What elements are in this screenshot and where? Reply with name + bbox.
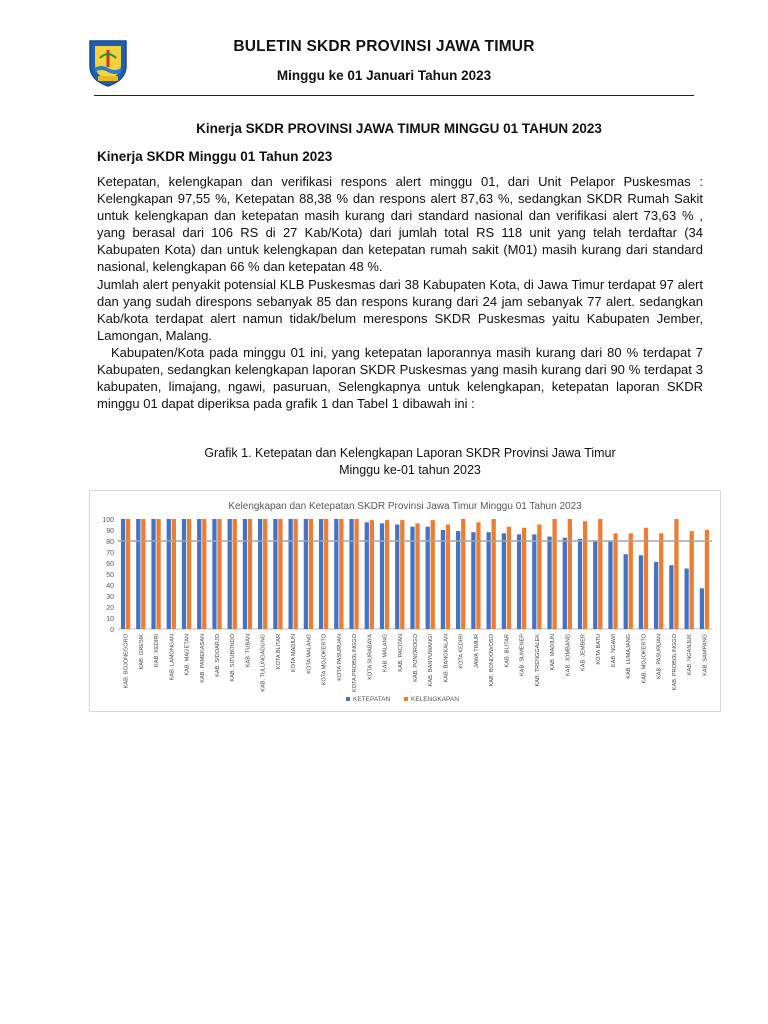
bar-ketepatan (243, 519, 247, 629)
kelengkapan-ketepatan-chart (90, 491, 720, 711)
bar-kelengkapan (644, 528, 648, 629)
bar-ketepatan (182, 519, 186, 629)
bar-kelengkapan (156, 519, 160, 629)
bar-ketepatan (426, 527, 430, 629)
bar-ketepatan (441, 530, 445, 629)
bar-ketepatan (532, 534, 536, 629)
bar-ketepatan (410, 527, 414, 629)
x-category-label: JAWA TIMUR (473, 634, 480, 668)
bar-kelengkapan (507, 527, 511, 629)
bar-kelengkapan (248, 519, 252, 629)
bar-ketepatan (395, 525, 399, 630)
bar-kelengkapan (705, 530, 709, 629)
bulletin-subtitle: Minggu ke 01 Januari Tahun 2023 (276, 68, 492, 83)
bar-kelengkapan (476, 522, 480, 629)
bar-kelengkapan (217, 519, 221, 629)
bar-kelengkapan (278, 519, 282, 629)
y-tick-label: 60 (106, 561, 114, 568)
bar-ketepatan (380, 523, 384, 629)
bar-ketepatan (624, 554, 628, 629)
x-category-label: KAB. PAMEKASAN (199, 634, 206, 683)
bar-ketepatan (654, 562, 658, 629)
legend-swatch (346, 697, 350, 701)
bar-kelengkapan (598, 519, 602, 629)
bar-kelengkapan (294, 519, 298, 629)
caption-line: Grafik 1. Ketepatan dan Kelengkapan Laporan SKDR Provinsi Jawa Timur (204, 446, 616, 460)
bar-ketepatan (349, 519, 353, 629)
bar-ketepatan (593, 541, 597, 629)
x-category-label: KAB. TRENGGALEK (534, 634, 541, 687)
bar-ketepatan (212, 519, 216, 629)
bar-kelengkapan (339, 519, 343, 629)
x-category-label: KAB. BANYUWANGI (428, 634, 435, 687)
bar-kelengkapan (583, 521, 587, 629)
x-category-label: KAB. BONDOWOSO (489, 634, 496, 687)
x-category-label: KOTA PROBOLINGGO (352, 634, 359, 693)
paragraph: Kabupaten/Kota pada minggu 01 ini, yang ketepatan laporannya masih kurang dari 80 % terdapat 7 Kabupaten, sedangkan kelengkapan laporan SKDR Puskesmas yang masih kurang dari 90 % terdapat 3 kabupaten, limajang, ngawi, pasuruan, Selengkapnya untuk kelengkapan, ketepatan laporan SKDR minggu 01 dapat diperiksa pada grafik 1 dan Tabel 1 dibawah ini : (97, 344, 703, 412)
x-category-label: KAB. PONOROGO (413, 634, 419, 682)
bar-ketepatan (669, 565, 673, 629)
chart-container (89, 490, 721, 712)
bar-kelengkapan (568, 519, 572, 629)
y-tick-label: 100 (102, 517, 114, 524)
bar-kelengkapan (659, 533, 663, 629)
x-category-label: KAB. BOJONEGORO (123, 634, 130, 689)
bar-ketepatan (197, 519, 201, 629)
bar-kelengkapan (263, 519, 267, 629)
bar-kelengkapan (354, 519, 358, 629)
bar-kelengkapan (674, 519, 678, 629)
bar-kelengkapan (613, 533, 617, 629)
x-category-label: KAB. NGANJUK (687, 634, 694, 676)
bar-kelengkapan (446, 525, 450, 630)
x-category-label: KOTA SURABAYA (367, 634, 374, 680)
bar-ketepatan (228, 519, 232, 629)
x-category-label: KAB. TUBAN (245, 634, 252, 668)
bar-kelengkapan (324, 519, 328, 629)
bar-ketepatan (334, 519, 338, 629)
x-category-label: KAB. MALANG (382, 634, 389, 672)
x-category-label: KAB. SAMPANG (702, 634, 709, 676)
bar-ketepatan (563, 538, 567, 629)
bulletin-title: BULETIN SKDR PROVINSI JAWA TIMUR (233, 38, 535, 55)
x-category-label: KAB. MADIUN (550, 634, 557, 671)
figure-caption (120, 445, 700, 479)
x-category-label: KAB. JEMBER (580, 634, 587, 671)
x-category-label: KOTA PASURUAN (336, 634, 343, 681)
bar-ketepatan (258, 519, 262, 629)
x-category-label: KOTA MADIUN (291, 634, 298, 673)
x-category-label: KOTA MALANG (306, 634, 313, 674)
x-category-label: KAB. GRESIK (138, 634, 145, 670)
x-category-label: KAB. SITUBONDO (230, 634, 237, 682)
bar-kelengkapan (172, 519, 176, 629)
bar-ketepatan (304, 519, 308, 629)
bar-kelengkapan (202, 519, 206, 629)
bar-ketepatan (273, 519, 277, 629)
bar-kelengkapan (629, 533, 633, 629)
section-title: Kinerja SKDR PROVINSI JAWA TIMUR MINGGU 01 TAHUN 2023 (196, 121, 602, 136)
caption-line: Minggu ke-01 tahun 2023 (339, 463, 481, 477)
bar-kelengkapan (126, 519, 130, 629)
bar-ketepatan (121, 519, 125, 629)
bar-kelengkapan (431, 520, 435, 629)
paragraph: Ketepatan, kelengkapan dan verifikasi respons alert minggu 01, dari Unit Pelapor Puskesmas : Kelengkapan 97,55 %, Ketepatan 88,38 % dan respons alert 87,63 %, sedangkan SKDR Rumah Sakit untuk kelengkapan dan ketepatan masih kurang dari standard nasional dan verifikasi alert 73,63 % , yang berasal dari 106 RS di 27 Kab/Kota) dari jumlah total RS 118 unit yang telah terdaftar (34 Kabupaten Kota) dan untuk kelengkapan dan ketepatan rumah sakit (M01) masih kurang dari standard nasional, kelengkapan 66 % dan ketepatan 48 %. (97, 174, 703, 275)
legend-swatch (404, 697, 408, 701)
bar-kelengkapan (187, 519, 191, 629)
paragraph: Jumlah alert penyakit potensial KLB Puskesmas dari 38 Kabupaten Kota, di Jawa Timur terdapat 97 alert dan yang sudah direspons sebanyak 85 dan respons kurang dari 24 jam sebanyak 77 alert. sedangkan Kab/kota terdapat alert namun tidak/belum merespons SKDR Puskesmas yaitu Kabupaten Jember, Lamongan, Malang. (97, 276, 703, 343)
x-category-label: KAB. TULUNGAGUNG (260, 634, 267, 692)
x-category-label: KAB. LUMAJANG (626, 634, 633, 679)
legend-label: KETEPATAN (353, 696, 391, 703)
y-tick-label: 40 (106, 583, 114, 590)
y-tick-label: 10 (106, 616, 114, 623)
y-tick-label: 20 (106, 605, 114, 612)
bar-kelengkapan (400, 520, 404, 629)
x-category-label: KOTA BATU (595, 634, 602, 665)
y-tick-label: 30 (106, 594, 114, 601)
x-category-label: KOTA KEDIRI (458, 634, 465, 669)
bar-ketepatan (288, 519, 292, 629)
bar-kelengkapan (415, 523, 419, 629)
legend-label: KELENGKAPAN (411, 696, 459, 703)
bar-ketepatan (684, 569, 688, 630)
bar-kelengkapan (552, 519, 556, 629)
bar-kelengkapan (233, 519, 237, 629)
y-tick-label: 50 (106, 572, 114, 579)
bar-kelengkapan (492, 519, 496, 629)
bar-ketepatan (547, 537, 551, 629)
bar-ketepatan (486, 532, 490, 629)
bar-kelengkapan (522, 528, 526, 629)
x-category-label: KAB. PASURUAN (656, 634, 663, 679)
bar-ketepatan (700, 588, 704, 629)
bar-ketepatan (517, 534, 521, 629)
y-tick-label: 0 (110, 627, 114, 634)
bar-ketepatan (136, 519, 140, 629)
bar-ketepatan (639, 555, 643, 629)
bar-kelengkapan (370, 520, 374, 629)
header-divider (94, 95, 694, 96)
bar-ketepatan (502, 533, 506, 629)
x-category-label: KOTA MOJOKERTO (321, 634, 328, 686)
bar-ketepatan (319, 519, 323, 629)
y-tick-label: 90 (106, 528, 114, 535)
bar-kelengkapan (461, 519, 465, 629)
x-category-label: KAB. PROBOLINGGO (671, 634, 678, 691)
x-category-label: KAB. BANGKALAN (443, 634, 450, 683)
x-category-label: KAB. SIDOARJO (215, 634, 221, 677)
body-text (97, 173, 703, 412)
bar-ketepatan (365, 522, 369, 629)
y-tick-label: 80 (106, 539, 114, 546)
bar-ketepatan (456, 531, 460, 629)
bar-ketepatan (471, 532, 475, 629)
sub-heading: Kinerja SKDR Minggu 01 Tahun 2023 (97, 149, 333, 164)
bar-ketepatan (167, 519, 171, 629)
x-category-label: KAB. NGAWI (611, 634, 617, 668)
x-category-label: KAB. PACITAN (397, 634, 404, 672)
bar-kelengkapan (309, 519, 313, 629)
x-category-label: KAB. MAGETAN (184, 634, 191, 676)
bar-kelengkapan (690, 531, 694, 629)
x-category-label: KAB. LAMONGAN (169, 634, 176, 681)
x-category-label: KAB. JOMBANG (565, 634, 572, 676)
y-tick-label: 70 (106, 550, 114, 557)
bar-kelengkapan (385, 520, 389, 629)
x-category-label: KAB. SUMENEP (519, 634, 526, 676)
x-category-label: KAB. BLITAR (504, 634, 511, 668)
bar-ketepatan (578, 539, 582, 629)
bar-ketepatan (151, 519, 155, 629)
x-category-label: KAB. KEDIRI (154, 634, 161, 667)
bar-kelengkapan (537, 525, 541, 630)
bar-kelengkapan (141, 519, 145, 629)
bar-ketepatan (608, 541, 612, 629)
x-category-label: KOTA BLITAR (275, 634, 282, 670)
x-category-label: KAB. MOJOKERTO (641, 634, 648, 684)
chart-title: Kelengkapan dan Ketepatan SKDR Provinsi Jawa Timur Minggu 01 Tahun 2023 (228, 501, 582, 512)
